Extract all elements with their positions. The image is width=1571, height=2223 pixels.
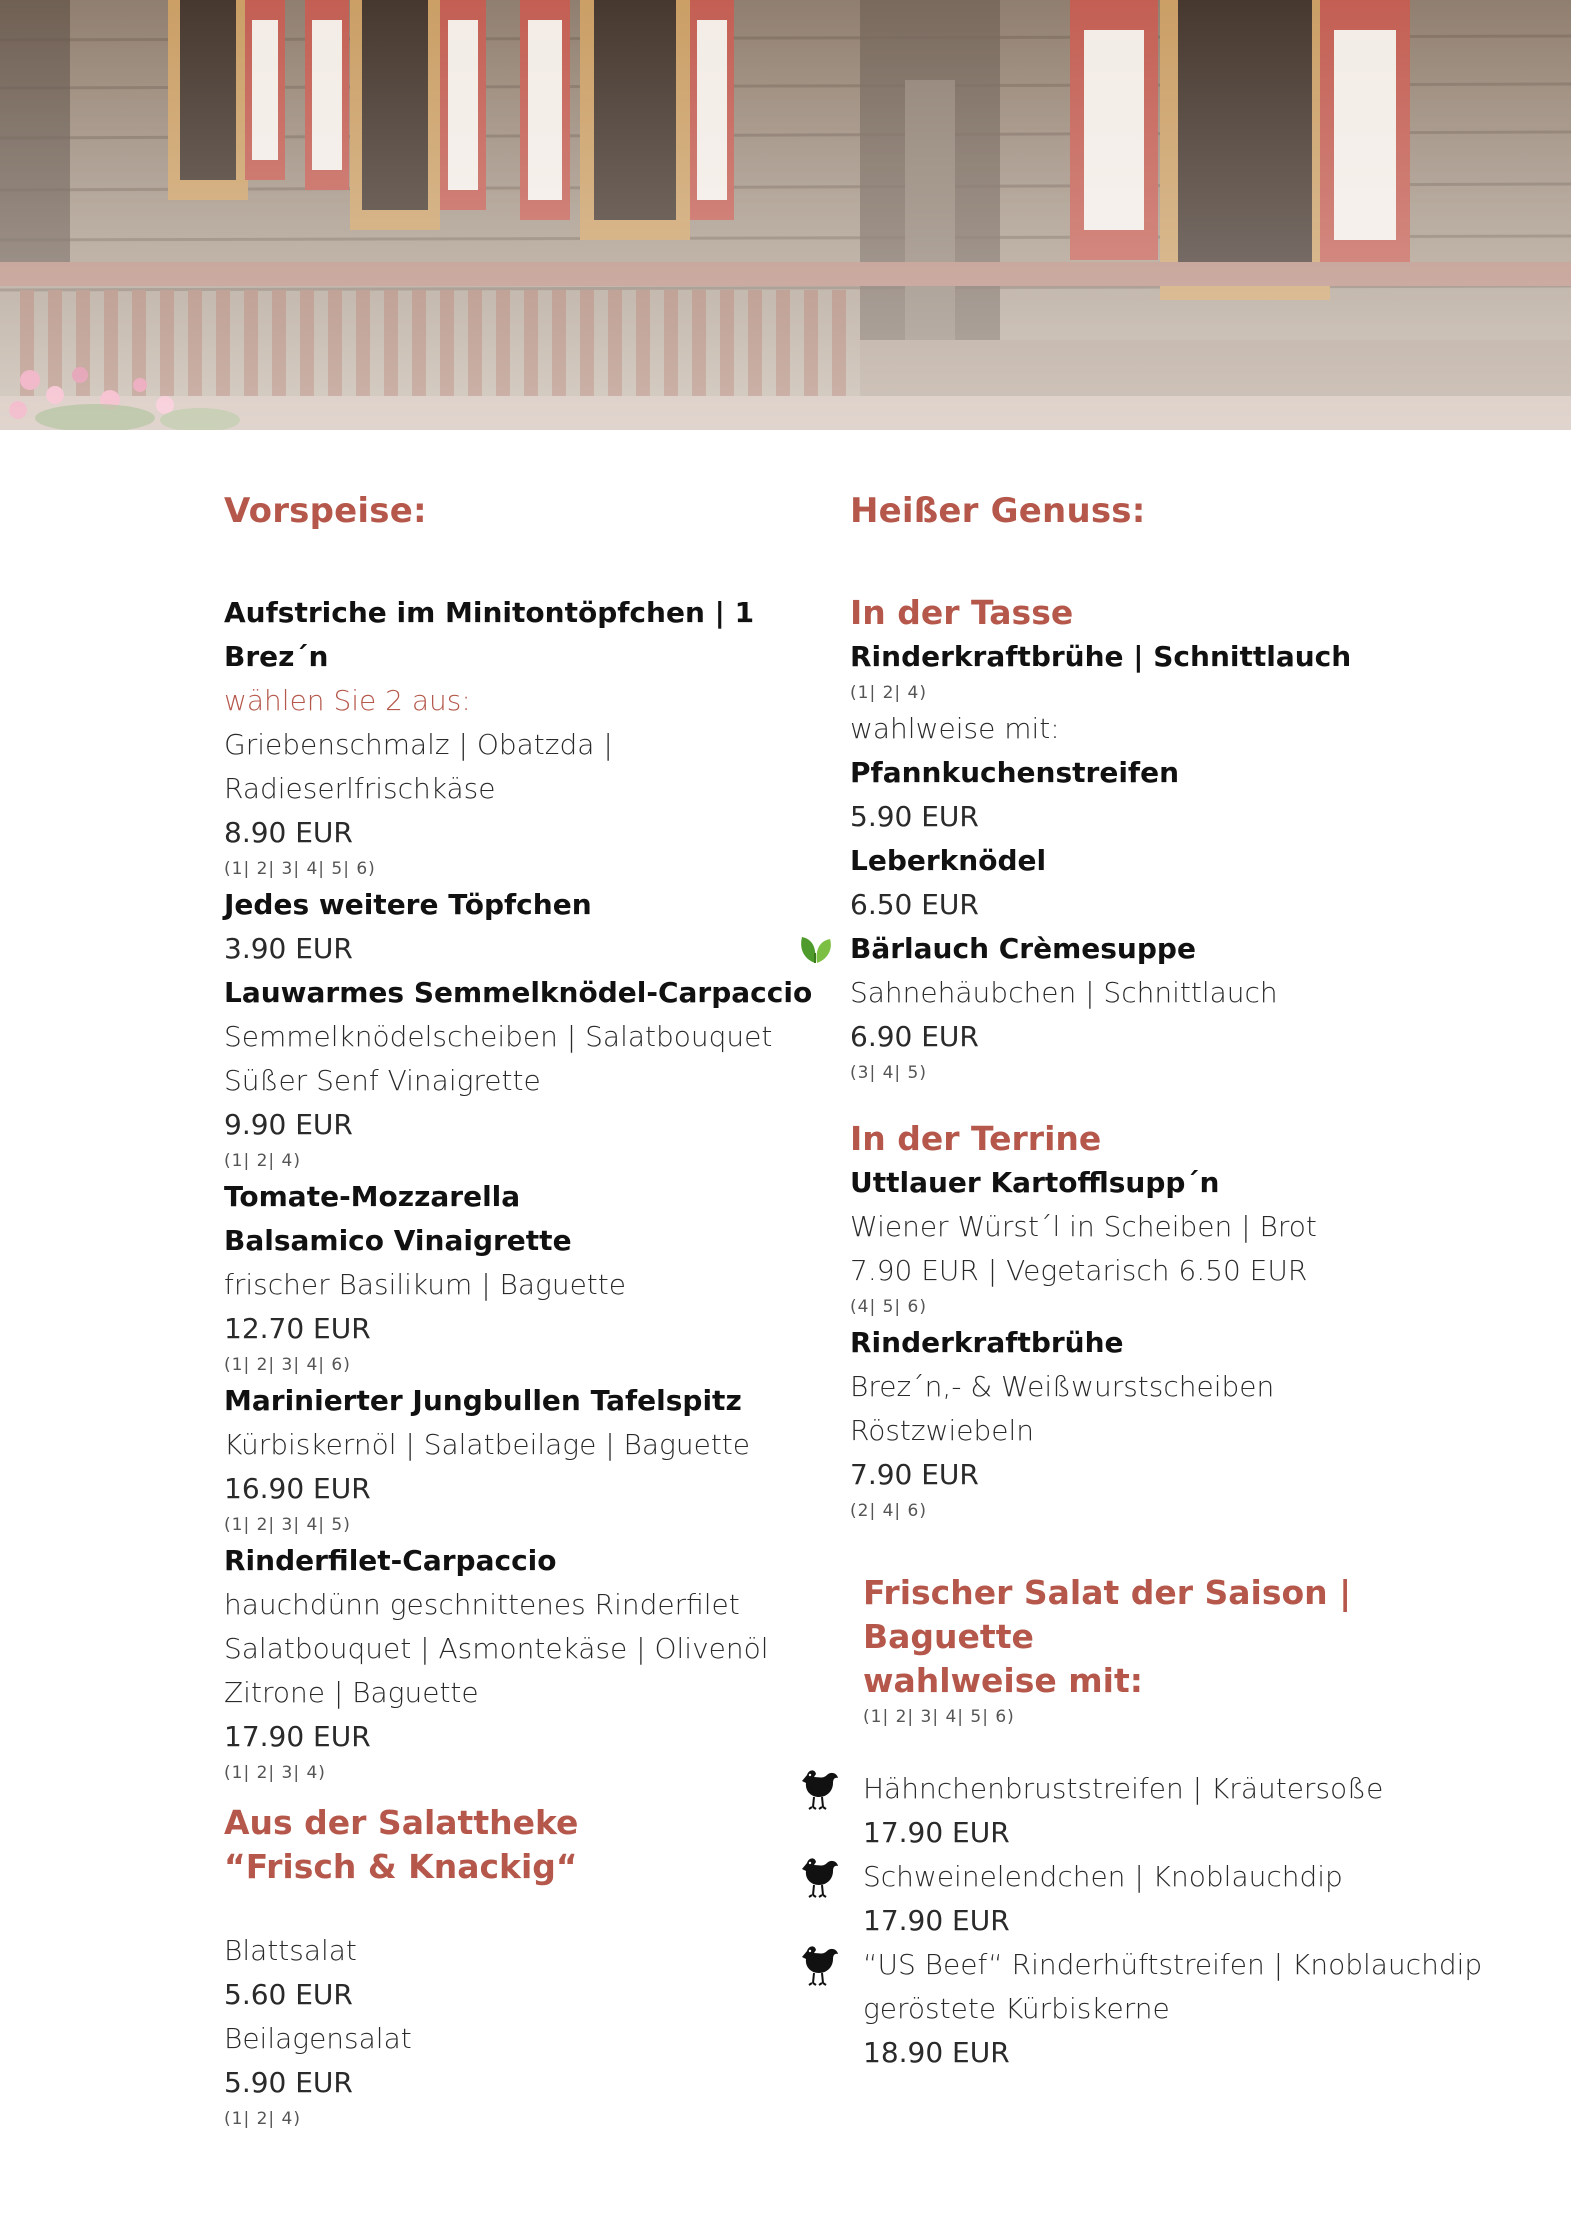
item-price: 7.90 EUR: [850, 1458, 979, 1491]
leaf-icon: [798, 933, 834, 965]
item-allergens: (3| 4| 5): [850, 1063, 927, 1083]
menu-item: [224, 591, 824, 883]
item-description: Zitrone | Baguette: [224, 1676, 479, 1709]
seasonal-salad-section: [863, 1571, 1523, 1731]
item-title: Lauwarmes Semmelknödel-Carpaccio: [224, 976, 813, 1009]
soups-salad-column: [850, 489, 1510, 2075]
item-description: Kürbiskernöl | Salatbeilage | Baguette: [224, 1428, 750, 1461]
item-title: Jedes weitere Töpfchen: [224, 888, 592, 921]
choose-note: wahlweise mit:: [850, 712, 1060, 745]
item-price-line: 7.90 EUR | Vegetarisch 6.50 EUR: [850, 1254, 1308, 1287]
salad-topping-list: [863, 1767, 1523, 2075]
salad-topping-item: [863, 1767, 1523, 1811]
item-title: Marinierter Jungbullen Tafelspitz: [224, 1384, 742, 1417]
option-price: 5.90 EUR: [850, 800, 979, 833]
salad-list: [224, 1929, 824, 2133]
item-title: Uttlauer Kartofflsupp´n: [850, 1166, 1220, 1199]
item-description: Sahnehäubchen | Schnittlauch: [850, 976, 1278, 1009]
topping-name: Hähnchenbruststreifen | Kräutersoße: [863, 1772, 1384, 1805]
topping-name: “US Beef“ Rinderhüftstreifen | Knoblauchdip: [863, 1948, 1483, 1981]
item-price: 16.90 EUR: [224, 1472, 371, 1505]
salad-topping-item: [863, 1943, 1523, 1987]
item-description: Süßer Senf Vinaigrette: [224, 1064, 541, 1097]
chicken-icon: [797, 1765, 841, 1811]
item-allergens: (1| 2| 3| 4| 6): [224, 1355, 351, 1375]
item-price: 3.90 EUR: [224, 932, 353, 965]
item-description: Brez´n,- & Weißwurstscheiben: [850, 1370, 1275, 1403]
item-description: Salatbouquet | Asmontekäse | Olivenöl: [224, 1632, 769, 1665]
chicken-icon: [797, 1853, 841, 1899]
menu-item: [224, 1175, 824, 1379]
item-allergens: (1| 2| 3| 4| 5| 6): [224, 859, 376, 879]
starters-column: [224, 489, 824, 2133]
menu-item: [224, 971, 824, 1175]
item-description: Griebenschmalz | Obatzda | Radieserlfrischkäse: [224, 728, 613, 805]
section-subheading-seasonal-salad: wahlweise mit:: [863, 1661, 1143, 1700]
item-title: Rinderkraftbrühe | Schnittlauch: [850, 640, 1352, 673]
item-allergens: (1| 2| 3| 4| 5): [224, 1515, 351, 1535]
salad-name: Beilagensalat: [224, 2022, 412, 2055]
item-allergens: (2| 4| 6): [850, 1501, 927, 1521]
item-allergens: (1| 2| 3| 4| 5| 6): [863, 1707, 1015, 1727]
section-subheading-salad-bar: “Frisch & Knackig“: [224, 1847, 578, 1886]
item-title-line-2: Balsamico Vinaigrette: [224, 1224, 572, 1257]
subsection-heading-terrine: In der Terrine: [850, 1119, 1102, 1158]
topping-name: Schweinelendchen | Knoblauchdip: [863, 1860, 1343, 1893]
item-price: 9.90 EUR: [224, 1108, 353, 1141]
item-allergens: (1| 2| 3| 4): [224, 1763, 326, 1783]
salad-price: 5.90 EUR: [224, 2066, 353, 2099]
salad-topping-item: [863, 1855, 1523, 1899]
item-price: 6.90 EUR: [850, 1020, 979, 1053]
item-price: 12.70 EUR: [224, 1312, 371, 1345]
topping-description: geröstete Kürbiskerne: [863, 1992, 1170, 2025]
chicken-icon: [797, 1941, 841, 1987]
item-price: 17.90 EUR: [224, 1720, 371, 1753]
header-photo: [0, 0, 1571, 430]
item-description: Semmelknödelscheiben | Salatbouquet: [224, 1020, 773, 1053]
topping-price: 17.90 EUR: [863, 1816, 1010, 1849]
item-allergens: (1| 2| 4): [850, 683, 927, 703]
section-heading-hot: Heißer Genuss:: [850, 491, 1146, 531]
item-description: hauchdünn geschnittenes Rinderfilet: [224, 1588, 740, 1621]
item-title: Rinderkraftbrühe: [850, 1326, 1124, 1359]
item-price: 8.90 EUR: [224, 816, 353, 849]
section-heading-starters: Vorspeise:: [224, 491, 427, 531]
topping-price: 17.90 EUR: [863, 1904, 1010, 1937]
item-title: Tomate-Mozzarella: [224, 1180, 521, 1213]
item-description: Röstzwiebeln: [850, 1414, 1035, 1447]
item-allergens: (1| 2| 4): [224, 1151, 301, 1171]
item-allergens: (4| 5| 6): [850, 1297, 927, 1317]
option-title: Pfannkuchenstreifen: [850, 756, 1180, 789]
menu-item-vegetarian: [850, 927, 1510, 971]
menu-item: [224, 1379, 824, 1539]
menu-item: [224, 883, 824, 971]
choose-note: wählen Sie 2 aus:: [224, 684, 471, 717]
item-title: Rinderfilet-Carpaccio: [224, 1544, 557, 1577]
subsection-heading-cup: In der Tasse: [850, 593, 1074, 632]
topping-price: 18.90 EUR: [863, 2036, 1010, 2069]
menu-item: [224, 1539, 824, 1787]
item-title: Bärlauch Crèmesuppe: [850, 932, 1196, 965]
item-description: Wiener Würst´l in Scheiben | Brot: [850, 1210, 1317, 1243]
section-heading-salad-bar: Aus der Salattheke: [224, 1803, 579, 1842]
item-description: frischer Basilikum | Baguette: [224, 1268, 626, 1301]
option-price: 6.50 EUR: [850, 888, 979, 921]
option-title: Leberknödel: [850, 844, 1047, 877]
item-title: Aufstriche im Minitontöpfchen | 1 Brez´n: [224, 596, 755, 673]
farmhouse-illustration: [0, 0, 1571, 430]
section-heading-seasonal-salad: Frischer Salat der Saison | Baguette: [863, 1573, 1352, 1656]
salad-name: Blattsalat: [224, 1934, 357, 1967]
salad-allergens: (1| 2| 4): [224, 2109, 301, 2129]
salad-price: 5.60 EUR: [224, 1978, 353, 2011]
